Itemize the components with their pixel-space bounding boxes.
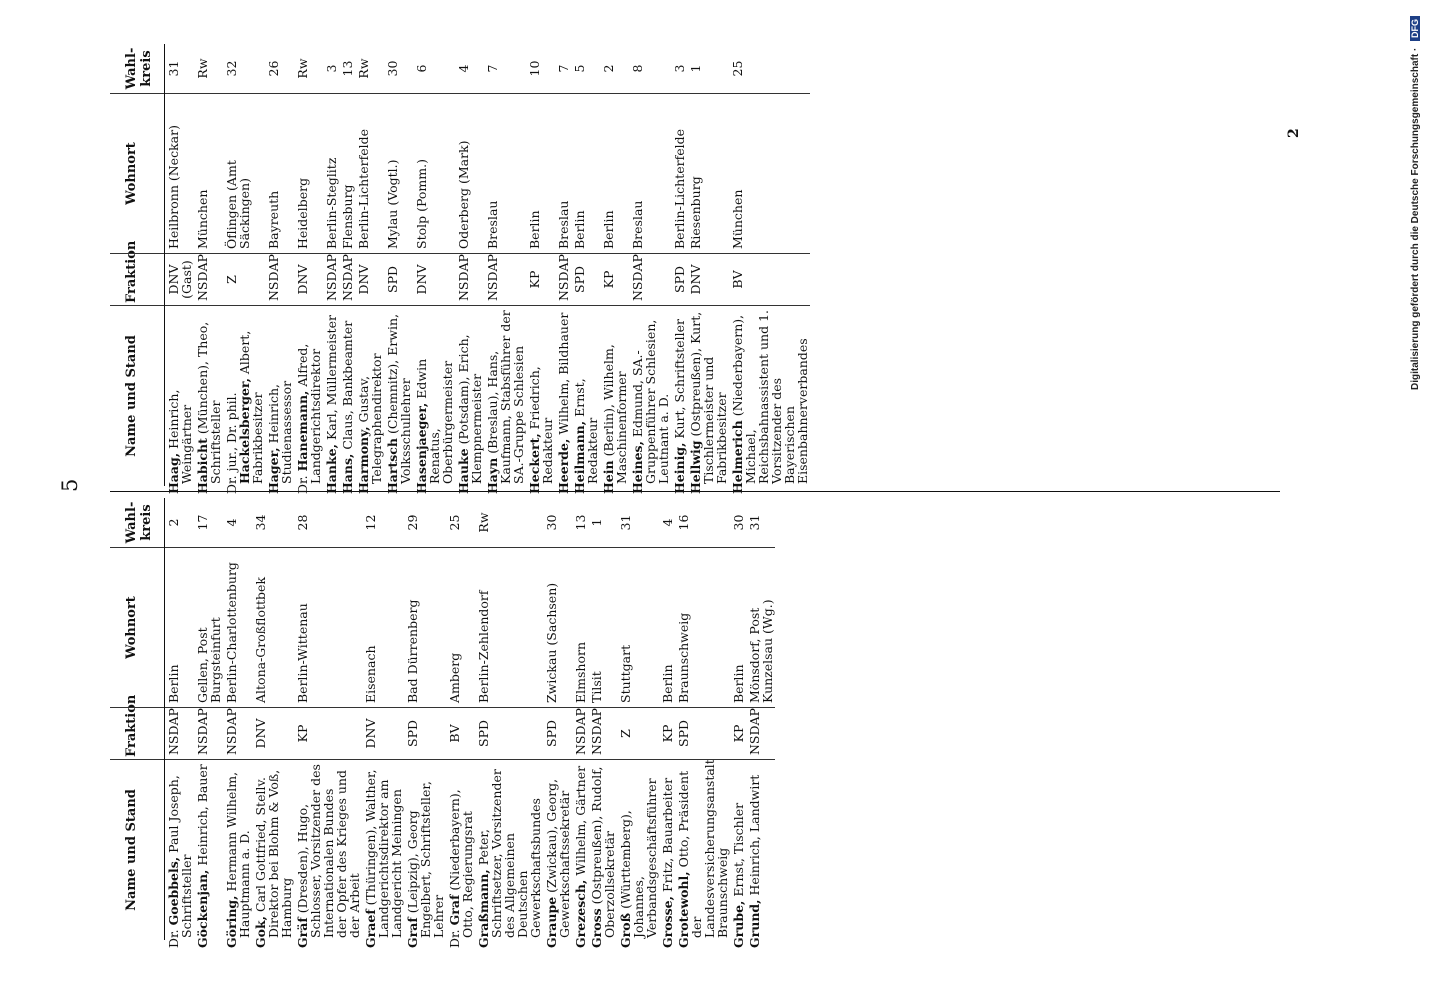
member-surname: Habicht bbox=[195, 438, 210, 494]
member-name bbox=[588, 760, 617, 948]
member-wohnort: Gellen, Post Burgsteinfurt bbox=[194, 548, 223, 708]
member-details: Karl, Müllermeister bbox=[324, 315, 339, 441]
member-fraktion: NSDAP bbox=[455, 254, 484, 306]
member-fraktion: NSDAP bbox=[746, 708, 775, 760]
table-row bbox=[543, 498, 572, 948]
member-name bbox=[413, 306, 455, 494]
member-wahlkreis: 7 bbox=[484, 44, 526, 94]
sheet-number: 2 bbox=[1286, 128, 1302, 138]
member-name bbox=[617, 760, 659, 948]
member-fraktion: NSDAP bbox=[339, 254, 355, 306]
member-name bbox=[543, 760, 572, 948]
member-details: Edmund, SA.-Gruppenführer Schlesien, Leutnant a. D. bbox=[630, 319, 671, 484]
right-rows bbox=[165, 44, 810, 494]
member-wahlkreis: 17 bbox=[194, 498, 223, 548]
member-fraktion: DNV bbox=[362, 708, 404, 760]
table-row bbox=[730, 498, 746, 948]
dfg-logo: DFG bbox=[1410, 16, 1420, 41]
member-surname: Hellwig bbox=[688, 440, 703, 494]
member-wahlkreis: 31 bbox=[617, 498, 659, 548]
right-table bbox=[110, 44, 810, 494]
member-fraktion: SPD bbox=[404, 708, 446, 760]
member-details: (Niederbayern), Otto, Regierungsrat bbox=[447, 789, 475, 938]
member-details: Ernst, Redakteur bbox=[572, 378, 600, 484]
member-fraktion: DNV (Gast) bbox=[165, 254, 194, 306]
header-fraktion: Fraktion bbox=[110, 254, 164, 306]
member-fraktion: NSDAP bbox=[194, 708, 223, 760]
member-wohnort: Öflingen (Amt Säckingen) bbox=[223, 94, 265, 254]
member-fraktion: BV bbox=[446, 708, 475, 760]
member-details: Wilhelm, Bildhauer bbox=[556, 312, 571, 435]
member-fraktion: NSDAP bbox=[165, 708, 194, 760]
member-details: Alfred, Landgerichtsdirektor bbox=[295, 343, 323, 484]
member-wohnort: Berlin bbox=[526, 94, 555, 254]
member-surname: Gok, bbox=[253, 915, 268, 948]
table-row bbox=[600, 44, 629, 494]
left-table-header bbox=[110, 498, 165, 940]
member-wohnort: Stuttgart bbox=[617, 548, 659, 708]
member-wohnort: Berlin-Lichterfelde bbox=[355, 94, 384, 254]
member-surname: Grube, bbox=[731, 900, 746, 948]
member-wahlkreis: 31 bbox=[165, 44, 194, 94]
member-name bbox=[659, 760, 675, 948]
member-surname: Hartsch bbox=[385, 437, 400, 494]
member-fraktion: NSDAP bbox=[223, 708, 252, 760]
table-row bbox=[484, 44, 526, 494]
member-wohnort: Elmshorn bbox=[572, 548, 588, 708]
member-details: (Leipzig), Georg Engelbert, Schriftsteller, Lehrer bbox=[405, 781, 446, 938]
member-details: (Ostpreußen), Kurt, Tischlermeister und Fabrikbesitzer bbox=[688, 311, 729, 484]
member-wohnort: Berlin bbox=[600, 94, 629, 254]
member-wahlkreis: 4 bbox=[223, 498, 252, 548]
member-surname: Graf bbox=[447, 894, 462, 926]
member-title: Dr. bbox=[295, 475, 310, 494]
member-surname: Grezesch, bbox=[573, 879, 588, 948]
member-fraktion: NSDAP bbox=[323, 254, 339, 306]
member-wahlkreis: 3 bbox=[323, 44, 339, 94]
member-fraktion: NSDAP bbox=[484, 254, 526, 306]
member-surname: Göring, bbox=[224, 895, 239, 948]
member-wohnort: Bad Dürrenberg bbox=[404, 548, 446, 708]
member-wahlkreis: 16 bbox=[675, 498, 730, 548]
member-wohnort: München bbox=[194, 94, 223, 254]
header-wohnort: Wohnort bbox=[110, 548, 164, 708]
member-wohnort: Tilsit bbox=[588, 548, 617, 708]
member-details: Heinrich, Weingärtner bbox=[166, 389, 194, 484]
member-surname: Heerde, bbox=[556, 438, 571, 494]
member-details: Heinrich, Studienassessor bbox=[266, 380, 294, 484]
member-name bbox=[165, 760, 194, 948]
member-fraktion: SPD bbox=[475, 708, 543, 760]
member-fraktion: DNV bbox=[294, 254, 323, 306]
member-surname: Graf bbox=[405, 917, 420, 948]
member-details: (München), Theo, Schriftsteller bbox=[195, 321, 223, 484]
member-wahlkreis: 2 bbox=[165, 498, 194, 548]
left-table bbox=[110, 498, 775, 948]
table-row bbox=[413, 44, 455, 494]
member-name bbox=[294, 760, 362, 948]
member-details: Carl Gottfried, Stellv. Direktor bei Blohm & Voß, Hamburg bbox=[253, 769, 294, 938]
member-wohnort: Mylau (Vogtl.) bbox=[384, 94, 413, 254]
member-surname: Graßmann, bbox=[476, 869, 491, 948]
member-details: Albert, Fabrikbesitzer bbox=[237, 330, 265, 484]
member-wahlkreis: 7 bbox=[555, 44, 571, 94]
member-details: Edwin Renatus, Oberbürgermeister bbox=[414, 358, 455, 484]
member-name bbox=[600, 306, 629, 494]
right-table-header bbox=[110, 44, 165, 486]
member-surname: Gräf bbox=[295, 917, 310, 948]
member-fraktion: KP bbox=[600, 254, 629, 306]
member-name bbox=[572, 760, 588, 948]
member-fraktion: NSDAP bbox=[629, 254, 671, 306]
member-wohnort: Breslau bbox=[484, 94, 526, 254]
member-name bbox=[223, 306, 265, 494]
member-wohnort: Berlin-Steglitz bbox=[323, 94, 339, 254]
member-name bbox=[384, 306, 413, 494]
table-row bbox=[675, 498, 730, 948]
member-details: Peter, Schriftsetzer, Vorsitzender des Allgemeinen Deutschen Gewerkschaftsbundes bbox=[476, 769, 543, 938]
member-wahlkreis: 13 bbox=[339, 44, 355, 94]
member-details: (Breslau), Hans, Kaufmann, Stabsführer der SA.-Gruppe Schlesien bbox=[485, 310, 526, 484]
table-row bbox=[294, 44, 323, 494]
member-name bbox=[455, 306, 484, 494]
header-name: Name und Stand bbox=[124, 789, 139, 911]
member-wahlkreis: 2 bbox=[600, 44, 629, 94]
member-surname: Grosse, bbox=[660, 896, 675, 948]
member-fraktion: DNV bbox=[252, 708, 294, 760]
member-details: Wilhelm, Gärtner bbox=[573, 765, 588, 876]
member-surname: Harmony, bbox=[356, 426, 371, 494]
member-surname: Göckenjan, bbox=[195, 869, 210, 948]
member-wahlkreis: 30 bbox=[730, 498, 746, 548]
table-row bbox=[165, 498, 194, 948]
member-surname: Graef bbox=[363, 909, 378, 948]
member-surname: Hager, bbox=[266, 447, 281, 494]
member-name bbox=[629, 306, 671, 494]
member-name bbox=[730, 760, 746, 948]
member-title: Dr. bbox=[447, 929, 462, 948]
member-fraktion: SPD bbox=[571, 254, 600, 306]
member-fraktion: SPD bbox=[675, 708, 730, 760]
left-rows bbox=[165, 498, 775, 948]
table-row bbox=[687, 44, 729, 494]
member-details: (Potsdam), Erich, Klempnermeister bbox=[456, 334, 484, 484]
member-details: Paul Joseph, Schriftsteller bbox=[166, 775, 194, 938]
member-surname: Hauke bbox=[456, 448, 471, 494]
table-row bbox=[571, 44, 600, 494]
member-surname: Heinig, bbox=[672, 442, 687, 494]
member-wahlkreis: 5 bbox=[571, 44, 600, 94]
table-row bbox=[294, 498, 362, 948]
member-wahlkreis: 34 bbox=[252, 498, 294, 548]
member-fraktion: KP bbox=[659, 708, 675, 760]
member-wahlkreis: 26 bbox=[265, 44, 294, 94]
member-fraktion: Z bbox=[617, 708, 659, 760]
member-wohnort: Breslau bbox=[555, 94, 571, 254]
member-name bbox=[526, 306, 555, 494]
member-wahlkreis: 13 bbox=[572, 498, 588, 548]
member-details: (Chemnitz), Erwin, Volksschullehrer bbox=[385, 313, 413, 484]
member-surname: Groß bbox=[618, 912, 633, 948]
member-name bbox=[165, 306, 194, 494]
table-row bbox=[265, 44, 294, 494]
member-wohnort: Mönsdorf, Post Kunzelsau (Wg.) bbox=[746, 548, 775, 708]
table-row bbox=[362, 498, 404, 948]
table-row bbox=[194, 44, 223, 494]
member-name bbox=[729, 306, 810, 494]
member-wohnort: Altona-Großflottbek bbox=[252, 548, 294, 708]
member-name bbox=[404, 760, 446, 948]
member-name bbox=[571, 306, 600, 494]
member-fraktion: KP bbox=[526, 254, 555, 306]
table-row bbox=[355, 44, 384, 494]
dfg-footer-note bbox=[1410, 16, 1421, 390]
member-fraktion: DNV bbox=[413, 254, 455, 306]
member-fraktion: KP bbox=[294, 708, 362, 760]
member-wohnort: Berlin-Wittenau bbox=[294, 548, 362, 708]
member-wahlkreis: 1 bbox=[687, 44, 729, 94]
table-row bbox=[555, 44, 571, 494]
member-wohnort: Amberg bbox=[446, 548, 475, 708]
table-row bbox=[671, 44, 687, 494]
member-name bbox=[252, 760, 294, 948]
member-wahlkreis: 30 bbox=[384, 44, 413, 94]
member-name bbox=[223, 760, 252, 948]
member-details: Otto, Präsident der Landesversicherungsanstalt Braunschweig bbox=[676, 759, 730, 938]
member-wahlkreis: 4 bbox=[455, 44, 484, 94]
member-wohnort: Stolp (Pomm.) bbox=[413, 94, 455, 254]
member-wohnort: Berlin-Charlottenburg bbox=[223, 548, 252, 708]
member-name bbox=[446, 760, 475, 948]
table-row bbox=[588, 498, 617, 948]
table-row bbox=[223, 498, 252, 948]
table-row bbox=[659, 498, 675, 948]
member-details: (Zwickau), Georg, Gewerkschaftssekretär bbox=[544, 778, 572, 938]
member-fraktion: NSDAP bbox=[572, 708, 588, 760]
member-wohnort: Berlin bbox=[730, 548, 746, 708]
member-details: Friedrich, Redakteur bbox=[527, 366, 555, 484]
member-surname: Heilmann, bbox=[572, 420, 587, 494]
member-wahlkreis: 28 bbox=[294, 498, 362, 548]
member-wahlkreis: 30 bbox=[543, 498, 572, 548]
member-wohnort: Heidelberg bbox=[294, 94, 323, 254]
member-wohnort: Berlin bbox=[571, 94, 600, 254]
member-fraktion: DNV bbox=[355, 254, 384, 306]
header-wahlkreis: Wahl-kreis bbox=[110, 498, 164, 548]
member-surname: Goebbels, bbox=[166, 856, 181, 926]
member-wahlkreis: 25 bbox=[446, 498, 475, 548]
table-row bbox=[223, 44, 265, 494]
member-details: Ernst, Tischler bbox=[731, 802, 746, 897]
member-fraktion: NSDAP bbox=[194, 254, 223, 306]
member-details: Kurt, Schriftsteller bbox=[672, 319, 687, 439]
member-wahlkreis: Rw bbox=[475, 498, 543, 548]
member-wohnort: Braunschweig bbox=[675, 548, 730, 708]
member-surname: Heckert, bbox=[527, 433, 542, 494]
member-wahlkreis: 10 bbox=[526, 44, 555, 94]
table-row bbox=[629, 44, 671, 494]
table-row bbox=[729, 44, 810, 494]
table-row bbox=[384, 44, 413, 494]
member-wohnort: Eisenach bbox=[362, 548, 404, 708]
member-fraktion: NSDAP bbox=[588, 708, 617, 760]
member-wahlkreis: 32 bbox=[223, 44, 265, 94]
member-name bbox=[746, 760, 775, 948]
member-wahlkreis: Rw bbox=[294, 44, 323, 94]
table-row bbox=[746, 498, 775, 948]
member-name bbox=[555, 306, 571, 494]
member-title: Dr. jur., Dr. phil. bbox=[224, 392, 239, 494]
table-row bbox=[617, 498, 659, 948]
member-wohnort: Berlin bbox=[659, 548, 675, 708]
member-fraktion: DNV bbox=[687, 254, 729, 306]
table-row bbox=[252, 498, 294, 948]
table-row bbox=[475, 498, 543, 948]
table-row bbox=[404, 498, 446, 948]
table-row bbox=[446, 498, 475, 948]
member-wahlkreis: 12 bbox=[362, 498, 404, 548]
member-name bbox=[687, 306, 729, 494]
member-surname: Graupe bbox=[544, 896, 559, 948]
member-wohnort: Zwickau (Sachsen) bbox=[543, 548, 572, 708]
member-name bbox=[294, 306, 323, 494]
table-row bbox=[165, 44, 194, 494]
member-wohnort: München bbox=[729, 94, 810, 254]
table-row bbox=[526, 44, 555, 494]
member-details: Heinrich, Bauer bbox=[195, 764, 210, 866]
member-fraktion: NSDAP bbox=[265, 254, 294, 306]
member-surname: Hanke, bbox=[324, 444, 339, 494]
header-wohnort: Wohnort bbox=[110, 94, 164, 254]
member-fraktion: SPD bbox=[671, 254, 687, 306]
member-name bbox=[323, 306, 339, 494]
page-number: 5 bbox=[58, 478, 82, 492]
member-surname: Hackelsberger, bbox=[237, 378, 252, 484]
member-wahlkreis: 3 bbox=[671, 44, 687, 94]
member-wahlkreis: 8 bbox=[629, 44, 671, 94]
member-wahlkreis: Rw bbox=[355, 44, 384, 94]
member-wohnort: Flensburg bbox=[339, 94, 355, 254]
member-wohnort: Berlin-Lichterfelde bbox=[671, 94, 687, 254]
member-surname: Gross bbox=[589, 908, 604, 948]
member-surname: Hans, bbox=[340, 453, 355, 494]
member-fraktion: SPD bbox=[384, 254, 413, 306]
member-wahlkreis: 31 bbox=[746, 498, 775, 548]
member-wohnort: Riesenburg bbox=[687, 94, 729, 254]
header-wahlkreis: Wahl-kreis bbox=[110, 44, 164, 94]
table-row bbox=[572, 498, 588, 948]
member-name bbox=[339, 306, 355, 494]
member-fraktion: SPD bbox=[543, 708, 572, 760]
member-surname: Hein bbox=[601, 460, 616, 494]
member-wahlkreis: 6 bbox=[413, 44, 455, 94]
member-wohnort: Berlin bbox=[165, 548, 194, 708]
member-name bbox=[671, 306, 687, 494]
member-surname: Hasenjaeger, bbox=[414, 402, 429, 494]
member-details: Gustav, Telegraphendirektor bbox=[356, 353, 384, 484]
member-surname: Hayn bbox=[485, 457, 500, 494]
table-row bbox=[194, 498, 223, 948]
member-fraktion: Z bbox=[223, 254, 265, 306]
member-surname: Grotewohl, bbox=[676, 871, 691, 948]
member-details: Fritz, Bauarbeiter bbox=[660, 777, 675, 893]
member-details: (Niederbayern), Michael, Reichsbahnassistent und 1. Vorsitzender des Bayerischen Eisenbahnerverbandes bbox=[730, 310, 810, 484]
member-wahlkreis: 29 bbox=[404, 498, 446, 548]
dfg-note-text: Digitalisierung gefördert durch die Deutsche Forschungsgemeinschaft · bbox=[1410, 47, 1421, 390]
member-fraktion: KP bbox=[730, 708, 746, 760]
member-wohnort: Oderberg (Mark) bbox=[455, 94, 484, 254]
member-name bbox=[362, 760, 404, 948]
member-wohnort: Berlin-Zehlendorf bbox=[475, 548, 543, 708]
member-fraktion: BV bbox=[729, 254, 810, 306]
member-wahlkreis: Rw bbox=[194, 44, 223, 94]
header-name: Name und Stand bbox=[124, 335, 139, 457]
member-details: Hermann Wilhelm, Hauptmann a. D. bbox=[224, 771, 252, 938]
table-row bbox=[323, 44, 339, 494]
member-name bbox=[194, 306, 223, 494]
member-surname: Grund, bbox=[747, 899, 762, 948]
member-surname: Hanemann, bbox=[295, 390, 310, 472]
member-details: (Ostpreußen), Rudolf, Oberzollsekretär bbox=[589, 766, 617, 938]
member-name bbox=[355, 306, 384, 494]
member-wohnort: Heilbronn (Neckar) bbox=[165, 94, 194, 254]
table-row bbox=[455, 44, 484, 494]
member-name bbox=[475, 760, 543, 948]
member-surname: Haag, bbox=[166, 452, 181, 494]
member-details: (Thüringen), Walther, Landgerichtsdirektor am Landgericht Meiningen bbox=[363, 769, 404, 938]
member-name bbox=[675, 759, 730, 948]
member-wahlkreis: 1 bbox=[588, 498, 617, 548]
member-wahlkreis: 4 bbox=[659, 498, 675, 548]
member-name bbox=[265, 306, 294, 494]
member-details: (Württemberg), Johannes, Verbandsgeschäftsführer bbox=[618, 778, 659, 938]
member-details: (Dresden), Hugo, Schlosser, Vorsitzender des Internationalen Bundes der Opfer des Krieges und der Arbeit bbox=[295, 764, 362, 938]
table-row bbox=[339, 44, 355, 494]
member-details: Claus, Bankbeamter bbox=[340, 320, 355, 450]
header-fraktion: Fraktion bbox=[110, 708, 164, 760]
member-fraktion: NSDAP bbox=[555, 254, 571, 306]
member-wahlkreis: 25 bbox=[729, 44, 810, 94]
member-surname: Helmerich bbox=[730, 420, 745, 494]
member-details: (Berlin), Wilhelm, Maschinenformer bbox=[601, 344, 629, 484]
member-wohnort: Bayreuth bbox=[265, 94, 294, 254]
member-wohnort: Breslau bbox=[629, 94, 671, 254]
member-title: Dr. bbox=[166, 929, 181, 948]
member-surname: Heines, bbox=[630, 441, 645, 494]
member-name bbox=[194, 760, 223, 948]
member-details: Heinrich, Landwirt bbox=[747, 774, 762, 896]
member-name bbox=[484, 306, 526, 494]
